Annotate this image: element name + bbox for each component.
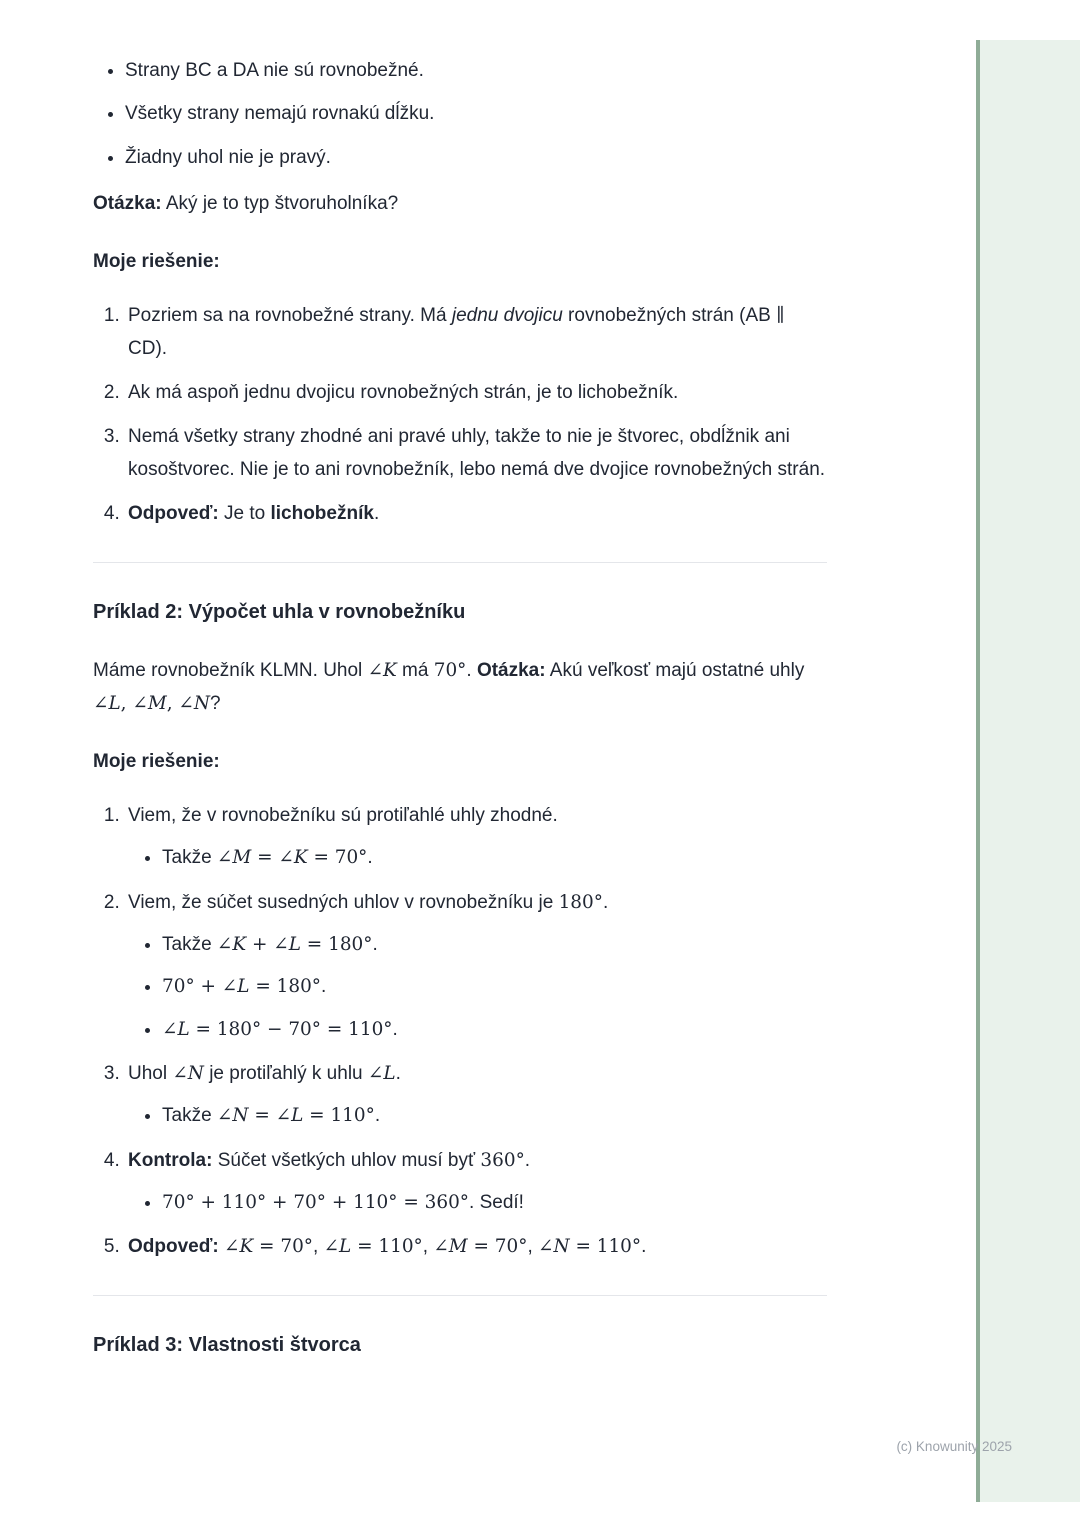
math-expression: ∠L = 110° <box>323 1236 423 1258</box>
text-run: Takže <box>162 1105 217 1127</box>
math-expression: ∠L <box>367 1062 396 1084</box>
solution-step <box>125 377 827 409</box>
math-expression: ∠N <box>172 1062 204 1084</box>
text-run: Viem, že súčet susedných uhlov v rovnobežníku je <box>128 891 559 913</box>
answer-label: Odpoveď: <box>128 1236 219 1258</box>
solution-step <box>125 498 827 530</box>
text-run: Aký je to typ štvoruholníka? <box>161 192 399 214</box>
math-expression: ∠L, ∠M, ∠N <box>93 692 210 714</box>
solution-step <box>125 1231 827 1263</box>
list-item <box>162 1100 827 1132</box>
text-run: . <box>321 976 327 998</box>
text-run: . <box>395 1062 401 1084</box>
list-item <box>125 98 827 130</box>
text-run: Ak má aspoň jednu dvojicu rovnobežných strán, je to lichobežník. <box>128 382 679 404</box>
text-run: Je to <box>218 502 271 524</box>
page-margin-stripe <box>976 40 1080 1502</box>
solution1-steps <box>93 300 827 530</box>
solution-step <box>125 887 827 1046</box>
text-run: Viem, že v rovnobežníku sú protiľahlé uhly zhodné. <box>128 805 558 827</box>
emphasized-text: jednu dvojicu <box>451 305 563 327</box>
solution-step <box>125 1145 827 1220</box>
solution-heading: Moje riešenie: <box>93 251 220 273</box>
math-expression: ∠N = ∠L = 110° <box>216 1105 375 1127</box>
text-run: ? <box>209 692 221 714</box>
text-run: Akú veľkosť majú ostatné uhly <box>545 660 805 682</box>
text-run: . <box>524 1149 531 1171</box>
text-run: je protiľahlý k uhlu <box>203 1062 368 1084</box>
document-content <box>93 44 827 1388</box>
solution-step <box>125 800 827 875</box>
solution-step <box>125 1058 827 1133</box>
question-label: Otázka: <box>93 192 162 214</box>
text-run: Pozriem sa na rovnobežné strany. Má <box>128 305 452 327</box>
example2-intro <box>93 655 827 720</box>
text-run: . <box>367 847 373 869</box>
list-item <box>162 842 827 874</box>
text-run: Žiadny uhol nie je pravý. <box>125 146 331 168</box>
text-run: Takže <box>162 847 217 869</box>
text-run: Nemá všetky strany zhodné ani pravé uhly, takže to nie je štvorec, obdĺžnik ani kosoštvorec. Nie je to ani rovnobežník, lebo nemá dve dvojice rovnobežných strán. <box>128 426 826 480</box>
list-item <box>162 1014 827 1046</box>
example3-title: Príklad 3: Vlastnosti štvorca <box>93 1334 361 1357</box>
sub-bullet-list <box>128 1187 827 1219</box>
text-run: . <box>602 891 609 913</box>
sub-bullet-list <box>128 1100 827 1132</box>
text-run: Všetky strany nemajú rovnakú dĺžku. <box>125 103 435 125</box>
text-run: . <box>372 934 378 956</box>
sub-bullet-list <box>128 842 827 874</box>
text-run: Uhol <box>128 1062 173 1084</box>
question-label: Otázka: <box>476 660 546 682</box>
text-run: . Sedí! <box>469 1191 524 1213</box>
section-divider <box>93 1295 827 1296</box>
math-expression: 360° <box>480 1149 525 1171</box>
solution-heading: Moje riešenie: <box>93 750 220 772</box>
section-divider <box>93 562 827 563</box>
math-expression: 70° + ∠L = 180° <box>162 976 322 998</box>
math-expression: ∠L = 180° − 70° = 110° <box>162 1018 393 1040</box>
list-item <box>162 929 827 961</box>
math-expression: ∠K <box>367 660 397 682</box>
copyright-footer: (c) Knowunity 2025 <box>896 1439 1012 1454</box>
text-run: Takže <box>162 934 217 956</box>
list-item <box>162 971 827 1003</box>
example2-title: Príklad 2: Výpočet uhla v rovnobežníku <box>93 601 466 624</box>
text-run: , <box>527 1236 539 1258</box>
text-run: rovnobežných strán (AB <box>562 305 777 327</box>
text-run: , <box>313 1236 324 1258</box>
property-bullet-list <box>93 55 827 174</box>
check-label: Kontrola: <box>128 1149 213 1171</box>
text-run: Súčet všetkých uhlov musí byť <box>212 1149 481 1171</box>
question-paragraph <box>93 188 827 220</box>
text-run: , <box>422 1236 434 1258</box>
math-expression: ∠K = 70° <box>224 1236 314 1258</box>
sub-bullet-list <box>128 929 827 1046</box>
text-run: . <box>373 502 380 524</box>
text-run: . <box>641 1236 647 1258</box>
math-expression: ∠K + ∠L = 180° <box>216 934 373 956</box>
text-run: . <box>466 660 477 682</box>
text-run: . <box>374 1105 381 1127</box>
solution-step <box>125 421 827 486</box>
text-run: Máme rovnobežník KLMN. Uhol <box>93 660 368 682</box>
text-run: CD). <box>128 337 168 359</box>
list-item <box>125 142 827 174</box>
math-expression: 70° <box>433 660 467 682</box>
list-item <box>162 1187 827 1219</box>
math-expression: 180° <box>558 891 603 913</box>
list-item <box>125 55 827 87</box>
text-run: má <box>396 660 434 682</box>
answer-label: Odpoveď: <box>128 502 219 524</box>
text-run: . <box>392 1018 398 1040</box>
math-expression: ∠M = ∠K = 70° <box>216 847 368 869</box>
solution-step <box>125 300 827 365</box>
math-expression: ∥ <box>776 305 785 327</box>
answer-term: lichobežník <box>270 502 374 524</box>
math-expression: ∠M = 70° <box>433 1236 528 1258</box>
text-run: Strany BC a DA nie sú rovnobežné. <box>125 60 424 81</box>
math-expression: 70° + 110° + 70° + 110° = 360° <box>162 1191 470 1213</box>
math-expression: ∠N = 110° <box>538 1236 642 1258</box>
solution2-steps <box>93 800 827 1263</box>
